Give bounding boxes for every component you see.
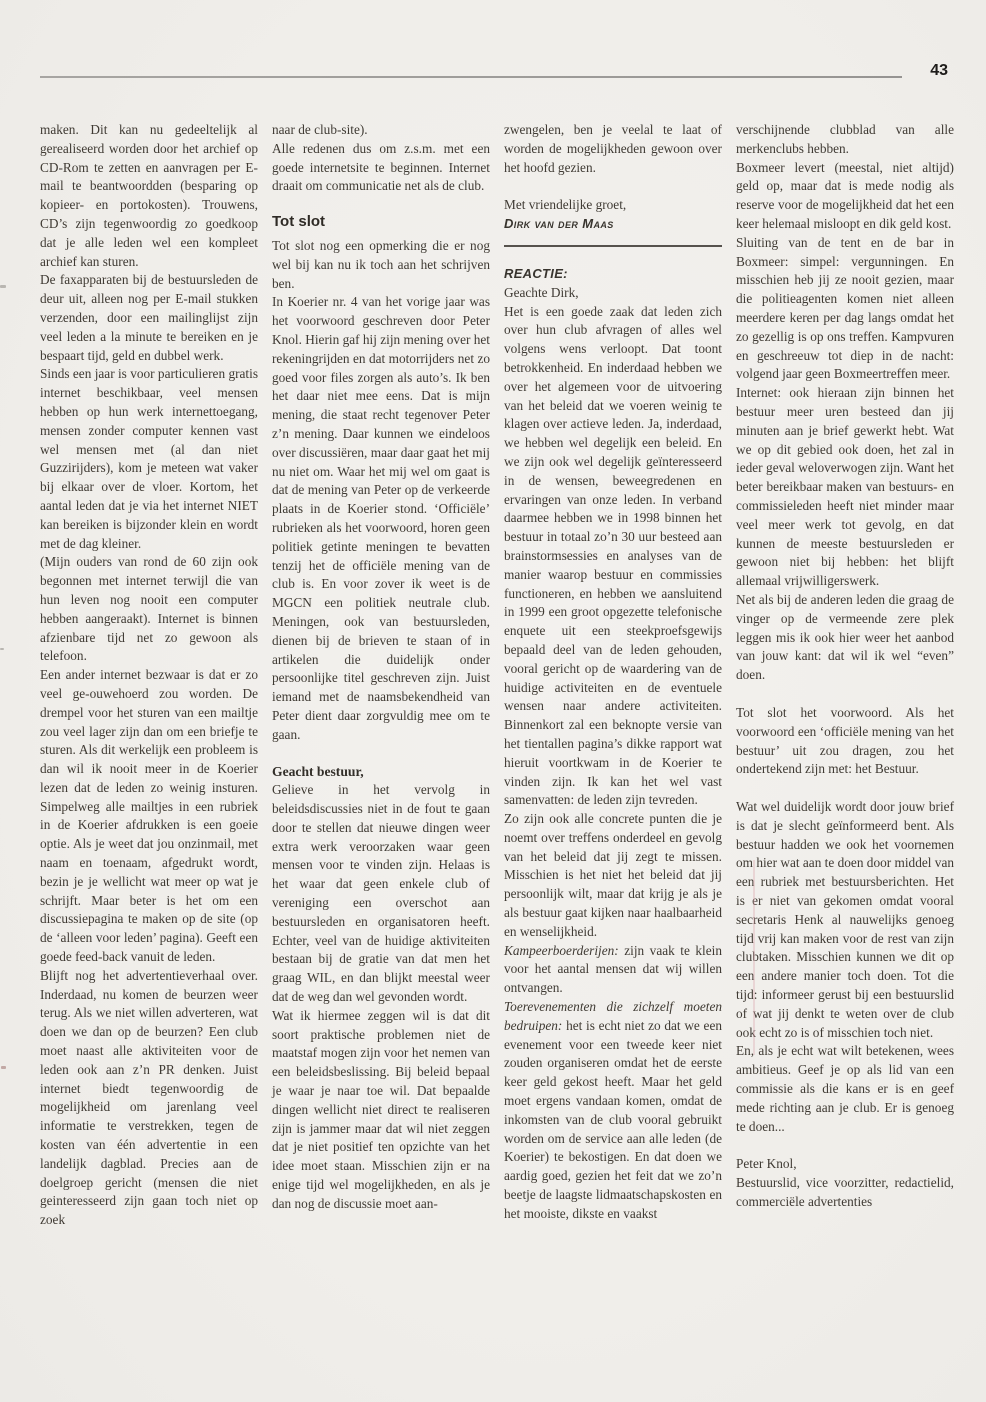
column-divider [504, 245, 722, 247]
paragraph: (Mijn ouders van rond de 60 zijn ook begonnen met internet terwijl die van hun leven nog nooit een computer hebben aangeraakt). Internet is binnen afzienbare tijd net zo gewoon als telefoon. [40, 554, 258, 664]
paragraph: Wat wel duidelijk wordt door jouw brief is dat je slecht geïnformeerd bent. Als bestuur hadden we ook het voornemen om hier wat aan te doen door middel van een rubriek met bestuursberichten. Het is er niet van gekomen omdat vooral secretaris Henk al nauwelijks genoeg tijd vrij kan maken voor de rest van zijn clubtaken. Misschien kunnen we dit op een andere manier toch doen. Tot die tijd: informeer gerust bij een bestuurslid of wat jij denkt te weten over de club ook echt zo is of misschien toch niet. [736, 799, 954, 1040]
author-name: Peter Knol, [736, 1156, 797, 1172]
text-column-1 [40, 121, 258, 1362]
closing-salutation: Met vriendelijke groet, [504, 197, 627, 213]
paragraph: Gelieve in het vervolg in beleidsdiscussies niet in de fout te gaan door te stellen dat nieuwe dingen weer extra werk veroorzaken waar geen mensen voor te vinden zijn. Helaas is het waar dat geen enkele club of vereniging een overschot aan bestuursleden en organisatoren heeft. Echter, veel van de huidige aktiviteiten bestaan bij de gratie van dat men het graag WIL, en dan blijkt meestal weer dat de weg dan wel gevonden wordt. [272, 782, 490, 1005]
reaction-label: REACTIE: [504, 265, 568, 281]
paragraph: Kampeerboerderijen: zijn vaak te klein voor het aantal mensen dat wij willen ontvangen. [504, 942, 722, 996]
italic-lead: Kampeerboerderijen: [504, 942, 625, 958]
author-role: Bestuurslid, vice voorzitter, redactielid, commerciële advertenties [736, 1175, 954, 1210]
paragraph: Blijft nog het advertentieverhaal over. Inderdaad, nu komen de beurzen weer terug. Als we niet willen adverteren, wat doen we dan op de beurzen? Een club moet naast alle aktiviteiten voor de leden ook aan z’n PR denken. Juist internet biedt tegenwoordig de mogelijkheid om jarenlang veel informatie te verstrekken, tegen de kosten van één advertentie in een landelijk dagblad. Precies aan de doelgroep gericht (mensen die niet geinteresseerd zijn gaan toch niet op zoek [40, 967, 258, 1228]
text-column-2 [272, 121, 490, 1362]
paragraph: naar de club-site). [272, 122, 368, 137]
paragraph: De faxapparaten bij de bestuursleden de deur uit, alleen nog per E-mail stukken verzenden, door een mailinglijst zijn veel leden a la minute te bereiken en je bespaart tijd, geld en dubbel werk. [40, 272, 258, 363]
paragraph: In Koerier nr. 4 van het vorige jaar was het voorwoord geschreven door Peter Knol. Hierin gaf hij zijn mening over het rekeningrijden en dat motorrijders net zo goed voor files zorgen als auto’s. Ik ben het daar niet mee eens. Dat is mijn mening, die staat recht tegenover Peter z’n mening. Daar kunnen we eindeloos over discussiëren, maar daar gaat het mij nu niet om. Waar het mij wel om gaat is dat de mening van Peter op de verkeerde plaats in de Koerier stond. ‘Officiële’ rubrieken als het voorwoord, horen geen politiek getinte meningen te bevatten tenzij het de officiële mening van de club is. En voor zover ik weet is de MGCN een politiek neutrale club. Meningen, ook van bestuursleden, dienen bij de brieven te staan of in artikelen die duidelijk onder persoonlijke titel geschreven zijn. Juist iemand met de naamsbekendheid van Peter dient daar zorgvuldig mee om te gaan. [272, 294, 490, 742]
text-column-4 [736, 121, 954, 1362]
paragraph: En, als je echt wat wilt betekenen, wees ambitieus. Geef je op als lid van een commissie als die kans er is en geef mede richting aan je club. Er is genoeg te doen... [736, 1043, 954, 1134]
italic-lead: Toerevenementen die zichzelf moeten bedruipen: [504, 999, 722, 1033]
page-number: 43 [930, 62, 948, 79]
paragraph: Internet: ook hieraan zijn binnen het bestuur meer uren besteed dan jij minuten aan je brief gewerkt hebt. Wat we op dit gebied ook doen, het zal in ieder geval weloverwogen zijn. Want het beter bereikbaar maken van bestuurs- en commissieleden heeft niet minder maar veel meer werk tot gevolg, en dat kunnen de meeste bestuursleden er gewoon niet bij hebben: het blijft allemaal vrijwilligerswerk. [736, 385, 954, 589]
scan-speck [0, 648, 4, 650]
article-columns [40, 121, 954, 1362]
paragraph: Geachte Dirk, [504, 284, 579, 300]
scan-speck [1, 1066, 6, 1069]
paragraph: Tot slot het voorwoord. Als het voorwoord een ‘officiële mening van het bestuur’ uit zou dragen, zou het ondertekend zijn met: het Bestuur. [736, 704, 954, 777]
header-rule [40, 76, 902, 78]
paragraph: Het is een goede zaak dat leden zich over hun club afvragen of alles wel volgens wens verloopt. Dat toont betrokkenheid. En inderdaad hebben we over het algemeen voor de uitvoering van het beleid dat we voeren weinig te klagen over actieve leden. Ja, inderdaad, we hebben wel degelijk een beleid. En we zijn ook wel degelijk geïnteresseerd in de wensen, beweegredenen en ervaringen van onze leden. In verband daarmee hebben we in 1998 binnen het bestuur in totaal zo’n 30 uur besteed aan brainstormsessies en analyses van de manier waarop bestuur en commissies functioneren, en hebben we aansluitend in 1999 een groot opgezette telefonische enquete uit een steekproefsgewijs bepaald deel van de leden gehouden, vooral gericht op de waardering van de huidige activiteiten en de eventuele wensen naar andere activiteiten. Binnenkort zal een beknopte versie van het tientallen pagina’s dikke rapport wat hieruit voortkwam in de Koerier te vinden zijn. Ik kan het wel vast samenvatten: de leden zijn tevreden. [504, 303, 722, 808]
paragraph: zwengelen, ben je veelal te laat of worden de mogelijkheden gewoon over het hoofd gezien. [504, 122, 722, 175]
paragraph: Net als bij de anderen leden die graag de vinger op de vermeende zere plek leggen mis ik ook hier weer het aanbod van jouw kant: dat wil ik wel “even” doen. [736, 591, 954, 683]
paragraph: Wat ik hiermee zeggen wil is dat dit soort praktische problemen niet de maatstaf mogen zijn voor het nemen van een beleidsbeslissing. Bij beleid bepaal je waar je naar toe wil. Dat bepaalde dingen wellicht niet direct te realiseren zijn is jammer maar dat wil niet zeggen dat je niet positief ten opzichte van het idee moet staan. Misschien zijn er na enige tijd wel mogelijkheden, en als je dan nog de discussie moet aan- [272, 1007, 490, 1211]
paragraph: Sluiting van de tent en de bar in Boxmeer: simpel: vergunningen. En misschien heb jij ze nooit gezien, maar die politieagenten komen niet alleen meerdere keren per dag langs omdat het zo gezellig is op ons treffen. Kampvuren en geschreeuw tot diep in de nacht: volgend jaar geen Boxmeertreffen meer. [736, 234, 954, 382]
section-heading: Tot slot [272, 213, 326, 231]
paragraph: maken. Dit kan nu gedeeltelijk al gerealiseerd worden door het archief op CD-Rom te zetten en aanvragen per E-mail te beantwoordden (besparing op kopieer- en portokosten). Trouwens, CD’s zijn tegenwoordig zo goedkoop dat je alle leden wel een kompleet archief kan sturen. [40, 122, 258, 269]
paragraph: Tot slot nog een opmerking die er nog wel bij kan nu ik toch aan het schrijven ben. [272, 237, 490, 291]
paragraph: Alle redenen dus om z.s.m. met een goede internetsite te beginnen. Internet draait om communicatie net als de club. [272, 140, 490, 194]
paragraph: Een ander internet bezwaar is dat er zo veel ge-ouwehoerd zou worden. De drempel voor het sturen van een mailtje zou veel lager zijn dan om een briefje te sturen. Als dit werkelijk een probleem is dan wil ik nooit meer in de Koerier lezen dat de leden zo weinig insturen. Simpelweg alle mailtjes in een rubriek in de Koerier afdrukken is een goeie optie. Als je weet dat jou onzinmail, met naam en toenaam, afgedrukt wordt, bezin je je wellicht wat meer op wat je schrijft. Maar beter is het om een discussiepagina te maken op de site (op de ‘alleen voor leden’ pagina). Geeft een goede feed-back vanuit de leden. [40, 667, 258, 965]
paragraph: verschijnende clubblad van alle merkenclubs hebben. [736, 122, 954, 156]
section-heading: Geacht bestuur, [272, 763, 364, 779]
scan-speck [0, 285, 6, 288]
signature-name: Dirk van der Maas [504, 216, 614, 232]
paragraph: Zo zijn ook alle concrete punten die je noemt over treffens onderdeel en gevolg van het beleid dat jij zegt te missen. Misschien is het niet het beleid dat jij persoonlijk wilt, maar dat krijg je als je als bestuur gaat kijken naar haalbaarheid en wenselijkheid. [504, 811, 722, 939]
scan-artifact-line [753, 860, 755, 1055]
paragraph: Toerevenementen die zichzelf moeten bedruipen: het is echt niet zo dat we een evenement voor een tweede keer niet zouden organiseren omdat het de eerste keer geld gekost heeft. Maar het geld moet ergens vandaan komen, omdat de inkomsten van de club vooral gebruikt worden om de service aan alle leden (de Koerier) te bekostigen. En dat doen we aardig goed, gezien het feit dat we zo’n beetje de laagste lidmaatschapskosten en het mooiste, dikste en vaakst [504, 999, 722, 1221]
text-column-3 [504, 121, 722, 1362]
paragraph: Sinds een jaar is voor particulieren gratis internet beschikbaar, veel mensen hebben op hun werk internettoegang, mensen zonder computer kennen vast wel mensen met (al dan niet Guzzirijders), kom je meteen wat vaker bij elkaar over de vloer. Kortom, het aantal leden dat je via het internet NIET kan bereiken is bijzonder klein en wordt met de dag kleiner. [40, 366, 258, 551]
paragraph: Boxmeer levert (meestal, niet altijd) geld op, maar dat is mede nodig als reserve voor de mogelijkheid dat het een keer helemaal misloopt en dik geld kost. [736, 159, 954, 231]
